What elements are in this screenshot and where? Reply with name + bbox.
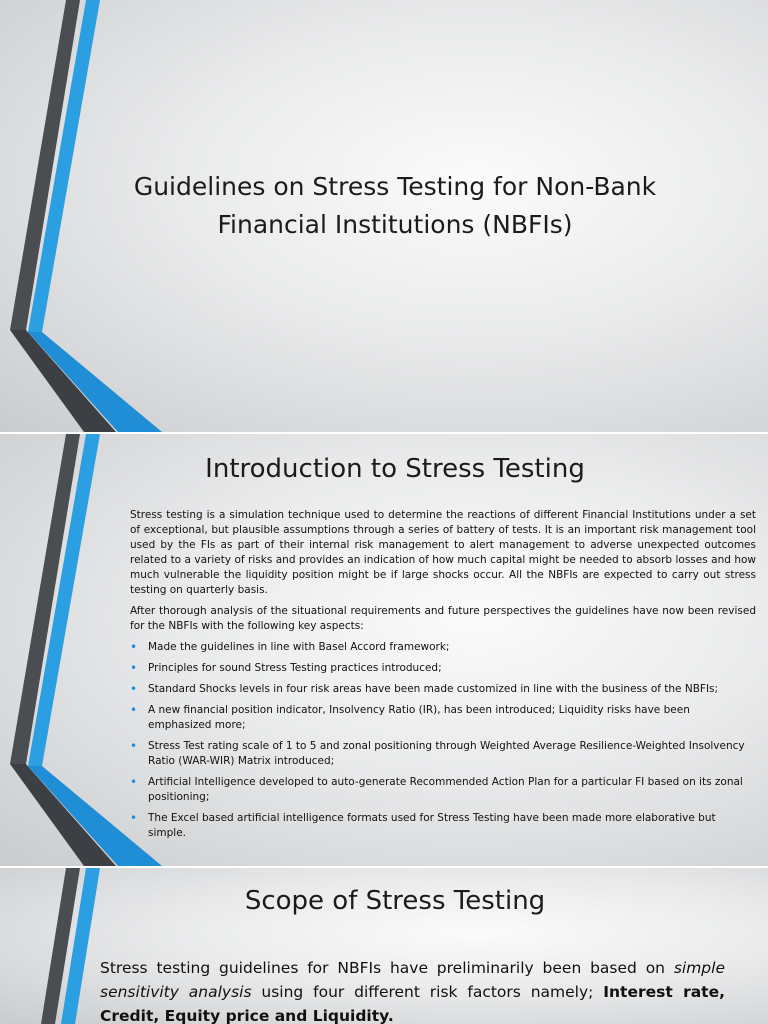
slide-title — [0, 0, 768, 432]
list-item: • The Excel based artificial intelligence formats used for Stress Testing have been made more elaborative but simple. — [130, 811, 756, 841]
list-item: • Principles for sound Stress Testing practices introduced; — [130, 661, 756, 676]
list-item: • Standard Shocks levels in four risk areas have been made customized in line with the business of the NBFIs; — [130, 682, 756, 697]
list-item: • Artificial Intelligence developed to auto-generate Recommended Action Plan for a particular FI based on its zonal positioning; — [130, 775, 756, 805]
scope-text-italic: simple sensitivity analysis — [100, 959, 725, 1001]
scope-text-bold: Interest rate, Credit, Equity price and Liquidity. — [100, 983, 725, 1024]
intro-paragraph-1: Stress testing is a simulation technique used to determine the reactions of different Financial Institutions under a set of exceptional, but plausible assumptions through a series of battery of tests. It is an important risk management tool used by the FIs as part of their internal risk management to alert management to adverse unexpected outcomes related to a variety of risks and provides an indication of how much capital might be needed to absorb losses and how much vulnerable the liquidity position might be if large shocks occur. All the NBFIs are expected to carry out stress testing on quarterly basis. — [130, 509, 756, 596]
title-line-2: Financial Institutions (NBFIs) — [217, 210, 573, 239]
scope-text-c: using four different risk factors namely; — [251, 983, 604, 1001]
list-item: • Stress Test rating scale of 1 to 5 and zonal positioning through Weighted Average Resilience-Weighted Insolvency Ratio (WAR-WIR) Matrix introduced; — [130, 739, 756, 769]
key-aspects-list — [130, 640, 756, 841]
title-line-1: Guidelines on Stress Testing for Non-Bank — [133, 172, 657, 201]
presentation-title — [100, 168, 690, 244]
list-item: • Made the guidelines in line with Basel Accord framework; — [130, 640, 756, 655]
intro-paragraph-2: After thorough analysis of the situational requirements and future perspectives the guidelines have now been revised for the NBFIs with the following key aspects: — [130, 605, 756, 632]
scope-paragraph — [100, 956, 725, 1024]
slide-scope — [0, 868, 768, 1024]
list-item: • A new financial position indicator, Insolvency Ratio (IR), has been introduced; Liquidity risks have been emphasized more; — [130, 703, 756, 733]
slide-introduction — [0, 434, 768, 866]
slide-body — [130, 508, 756, 847]
slide-heading: Introduction to Stress Testing — [205, 454, 585, 484]
slide-heading: Scope of Stress Testing — [244, 886, 546, 916]
scope-text-a: Stress testing guidelines for NBFIs have preliminarily been based on — [100, 959, 674, 977]
